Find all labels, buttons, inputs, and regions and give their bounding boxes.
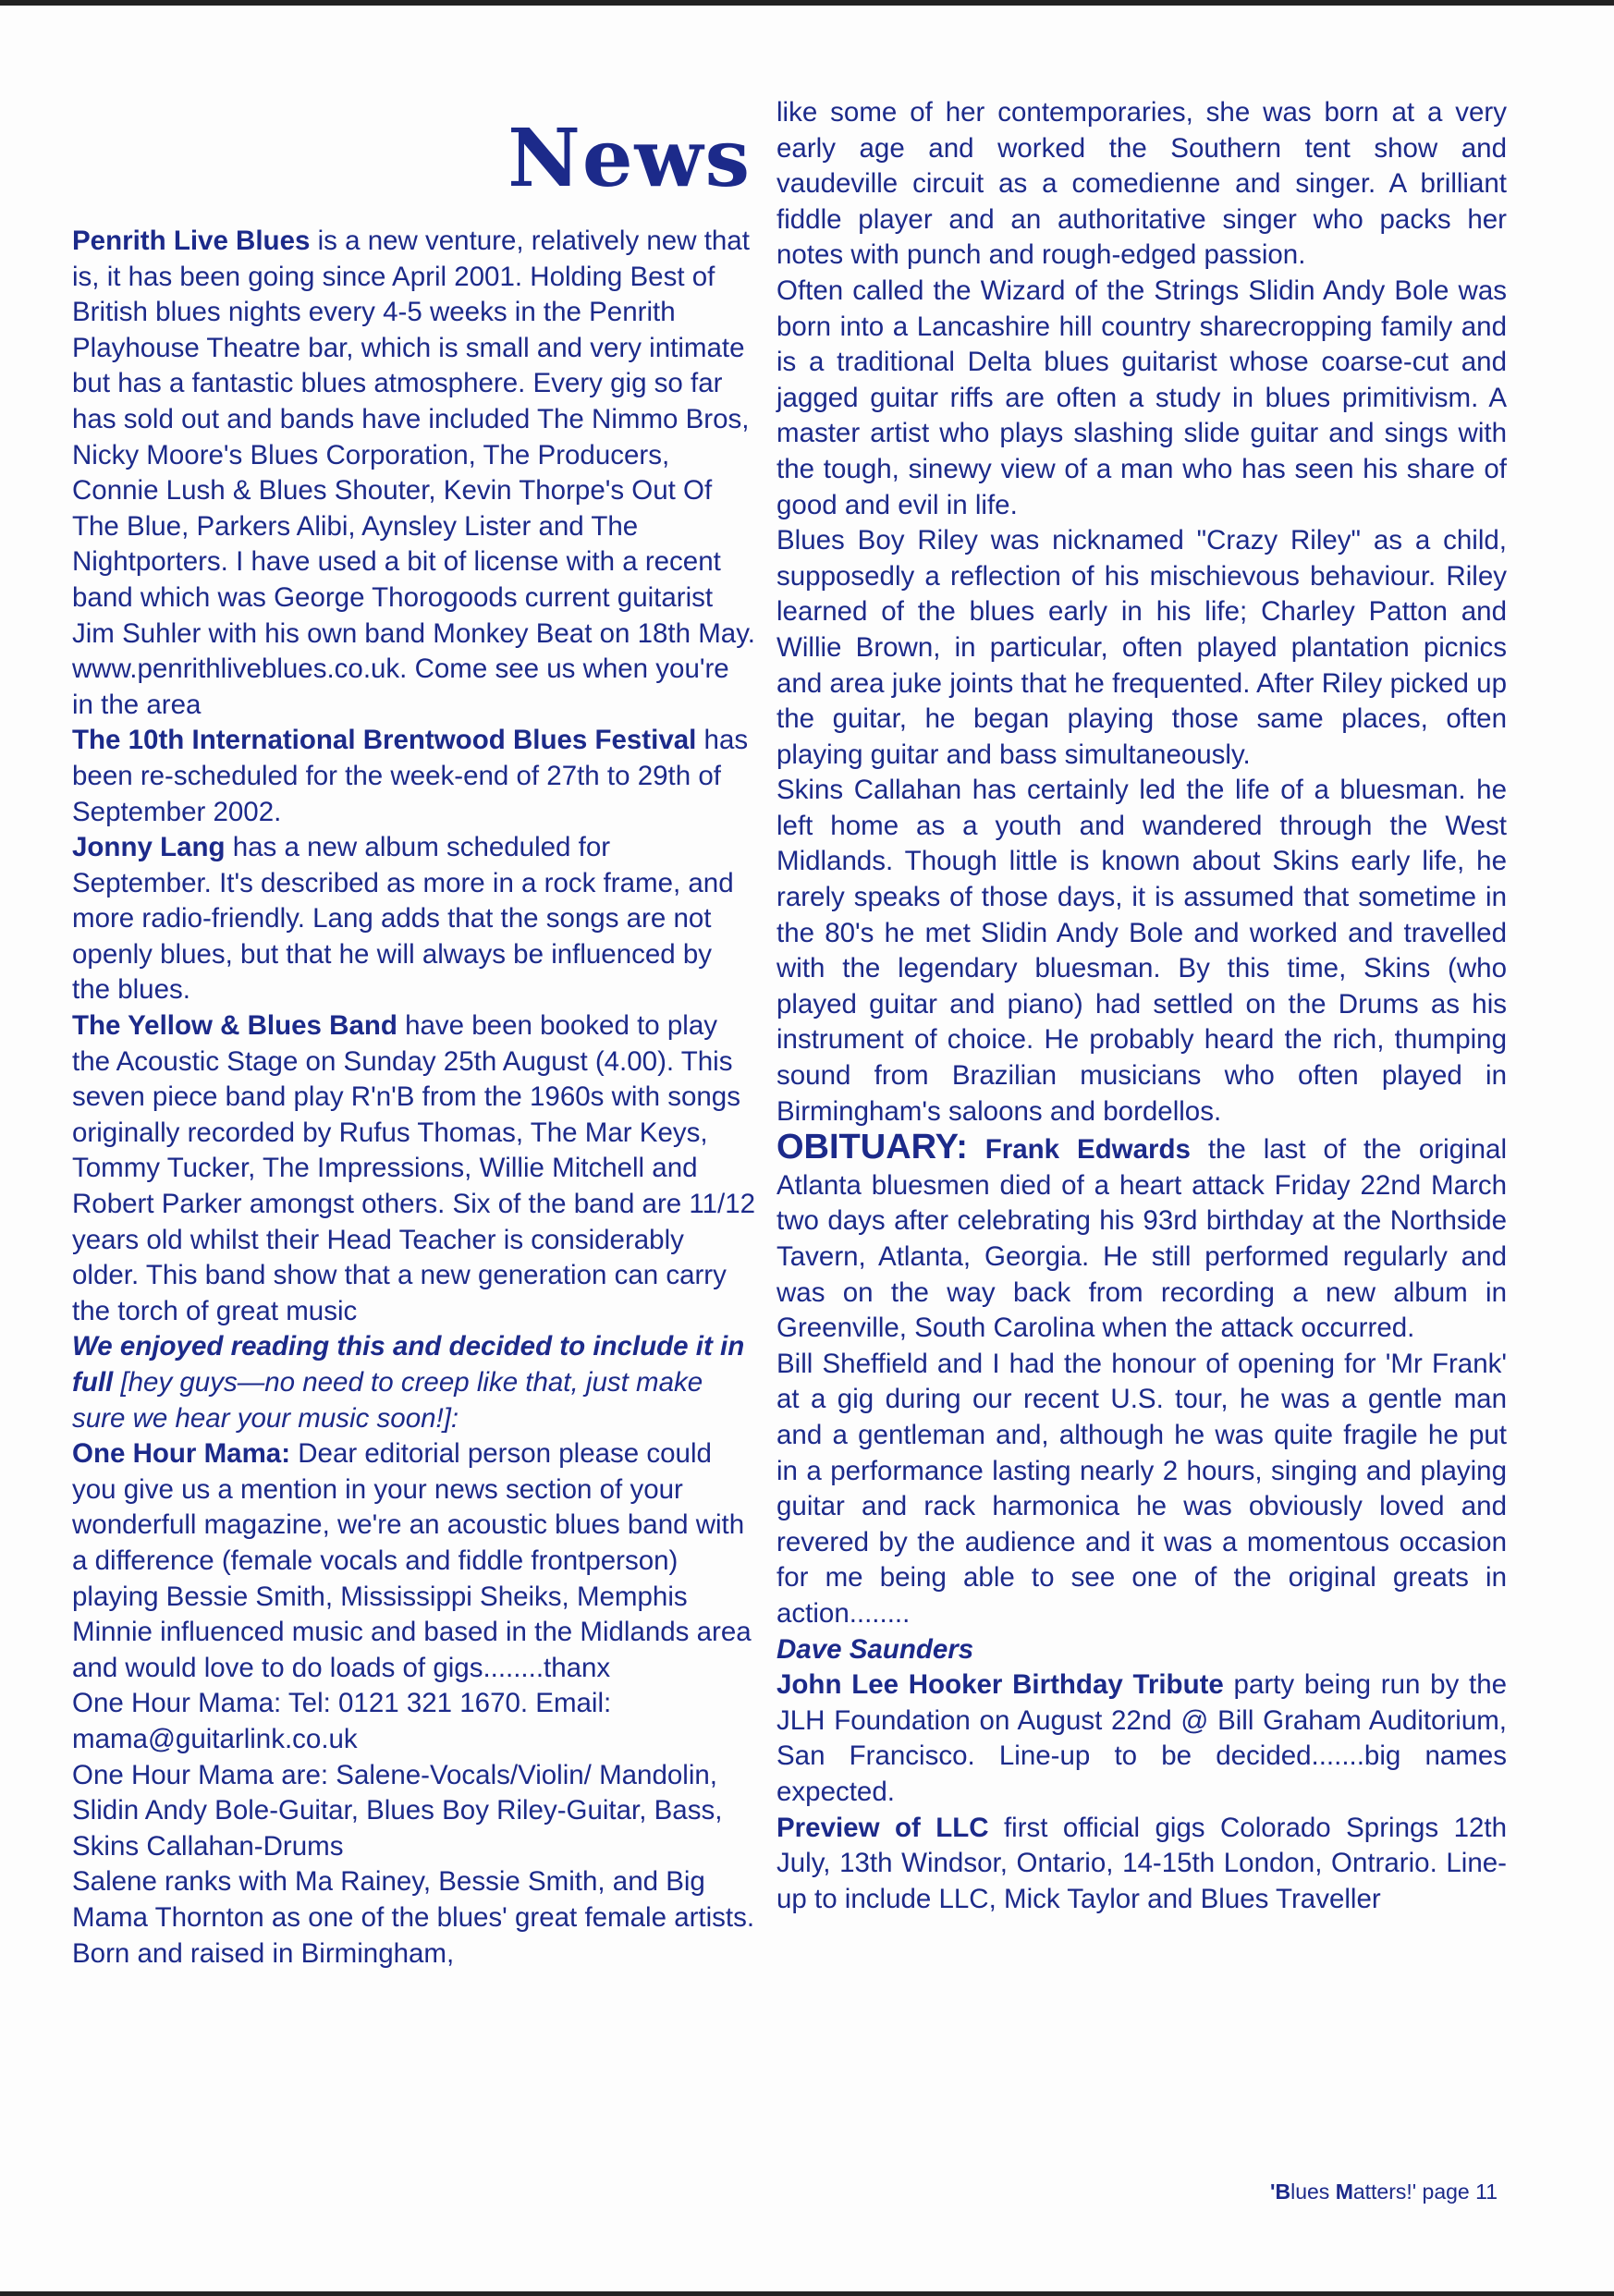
left-column <box>72 92 756 1972</box>
andy-bole-bio: Often called the Wizard of the Strings Slidin Andy Bole was born into a Lancashire hill country sharecropping family and is a traditional Delta blues guitarist whose coarse-cut and jagged guitar riffs are often a study in blues primitivism. A master artist who plays slashing slide guitar and sings with the tough, sinewy view of a man who has seen his share of good and evil in life. <box>776 275 1507 520</box>
item-heading: Preview of LLC <box>776 1812 989 1843</box>
salene-bio-cont: like some of her contemporaries, she was born at a very early age and worked the Southern tent show and vaudeville circuit as a comedienne and singer. A brilliant fiddle player and an authoritative singer who packs her notes with punch and rough-edged passion. <box>776 97 1507 271</box>
item-text: has been re-scheduled for the week-end of 27th to 29th of September 2002. <box>72 725 749 827</box>
contact-info: One Hour Mama: Tel: 0121 321 1670. Email: mama@guitarlink.co.uk <box>72 1688 612 1754</box>
item-heading: Jonny Lang <box>72 832 226 863</box>
top-border <box>0 0 1614 6</box>
item-text: the last of the original Atlanta bluesmen died of a heart attack Friday 22nd March two days after celebrating his 93rd birthday at the Northside Tavern, Atlanta, Georgia. He still performed regularly and was on the way back from recording a new album in Greenville, South Carolina when the attack occurred. <box>776 1134 1507 1344</box>
obituary-label: OBITUARY: <box>776 1128 968 1167</box>
item-text: Dear editorial person please could you give us a mention in your news section of your wonderfull magazine, we're an acoustic blues band with a difference (female vocals and fiddle frontperson) playing Bessie Smith, Mississippi Sheiks, Memphis Minnie influenced music and based in the Midlands area and would love to do loads of gigs........thanx <box>72 1438 752 1683</box>
footer-m: M <box>1335 2180 1353 2204</box>
obituary-tribute: Bill Sheffield and I had the honour of opening for 'Mr Frank' at a gig during our recent U.S. tour, he was a gentle man and a gentleman and, although he was quite fragile he put in a performance lasting nearly 2 hours, singing and playing guitar and rack harmonica he was obviously loved and revered by the audience and it was a momentous occasion for me being able to see one of the original greats in action........ <box>776 1348 1507 1629</box>
item-heading: Penrith Live Blues <box>72 226 311 256</box>
salene-bio: Salene ranks with Ma Rainey, Bessie Smith, and Big Mama Thornton as one of the blues' great female artists. Born and raised in Birmingham, <box>72 1866 755 1969</box>
editorial-note <box>72 1329 756 1436</box>
signature: Dave Saunders <box>776 1633 974 1665</box>
right-column <box>776 95 1507 1917</box>
footer-b: B <box>1275 2180 1291 2204</box>
item-brentwood <box>72 723 756 830</box>
item-llc-preview <box>776 1811 1507 1918</box>
item-one-hour-mama <box>72 1436 756 1686</box>
riley-bio: Blues Boy Riley was nicknamed "Crazy Riley" as a child, supposedly a reflection of his mischievous behaviour. Riley learned of the blues early in his life; Charley Patton and Willie Brown, in particular, often played plantation picnics and area juke joints that he frequented. After Riley picked up the guitar, he began playing those same places, often playing guitar and bass simultaneously. <box>776 525 1507 770</box>
item-heading: We enjoyed reading this and decided to include it in full <box>72 1331 745 1398</box>
item-text: is a new venture, relatively new that is, it has been going since April 2001. Holding Best of British blues nights every 4-5 weeks in the Penrith Playhouse Theatre bar, which is small and very intimate but has a fantastic blues atmosphere. Every gig so far has sold out and bands have included The Nimmo Bros, Nicky Moore's Blues Corporation, The Producers, Connie Lush & Blues Shouter, Kevin Thorpe's Out Of The Blue, Parkers Alibi, Aynsley Lister and The Nightporters. I have used a bit of license with a recent band which was George Thorogoods current guitarist Jim Suhler with his own band Monkey Beat on 18th May. www.penrithliveblues.co.uk. Come see us when you're in the area <box>72 226 755 720</box>
item-text: [hey guys—no need to creep like that, just make sure we hear your music soon!]: <box>72 1367 703 1434</box>
footer-quote: ' <box>1269 2180 1276 2204</box>
bottom-border <box>0 2291 1614 2296</box>
item-penrith <box>72 224 756 723</box>
page-title: News <box>507 112 752 205</box>
item-text: has a new album scheduled for September. It's described as more in a rock frame, and more radio-friendly. Lang adds that the songs are not openly blues, but that he will always be influenced by the blues. <box>72 832 734 1006</box>
item-heading: John Lee Hooker Birthday Tribute <box>776 1669 1224 1701</box>
footer-t2: atters!' page 11 <box>1352 2180 1498 2204</box>
item-yellow-blues <box>72 1008 756 1329</box>
item-text: have been booked to play the Acoustic Stage on Sunday 25th August (4.00). This seven piece band play R'n'B from the 1960s with songs originally recorded by Rufus Thomas, The Mar Keys, Tommy Tucker, The Impressions, Willie Mitchell and Robert Parker amongst others. Six of the band are 11/12 years old whilst their Head Teacher is considerably older. This band show that a new generation can carry the torch of great music <box>72 1010 756 1326</box>
item-text: first official gigs Colorado Springs 12th July, 13th Windsor, Ontario, 14-15th London, Ontrario. Line-up to include LLC, Mick Taylor and Blues Traveller <box>776 1812 1507 1914</box>
item-jonny-lang <box>72 830 756 1008</box>
skins-bio: Skins Callahan has certainly led the life of a bluesman. he left home as a youth and wandered through the West Midlands. Though little is known about Skins early life, he rarely speaks of those days, it is assumed that sometime in the 80's he met Slidin Andy Bole and worked and travelled with the legendary bluesman. By this time, Skins (who played guitar and piano) had settled on the Drums as his instrument of choice. He probably heard the rich, thumping sound from Brazilian musicians who often played in Birmingham's saloons and bordellos. <box>776 775 1507 1127</box>
band-lineup: One Hour Mama are: Salene-Vocals/Violin/ Mandolin, Slidin Andy Bole-Guitar, Blues Boy Riley-Guitar, Bass, Skins Callahan-Drums <box>72 1759 723 1862</box>
item-heading: One Hour Mama: <box>72 1438 291 1470</box>
page-footer <box>1270 2180 1498 2204</box>
footer-t1: lues <box>1290 2180 1336 2204</box>
item-text: party being run by the JLH Foundation on August 22nd @ Bill Graham Auditorium, San Francisco. Line-up to be decided.......big names expected. <box>776 1669 1508 1807</box>
obituary <box>776 1130 1507 1347</box>
item-heading: The 10th International Brentwood Blues Festival <box>72 725 697 756</box>
item-heading: Frank Edwards <box>967 1134 1191 1166</box>
item-heading: The Yellow & Blues Band <box>72 1010 397 1042</box>
item-jlh-tribute <box>776 1667 1507 1810</box>
